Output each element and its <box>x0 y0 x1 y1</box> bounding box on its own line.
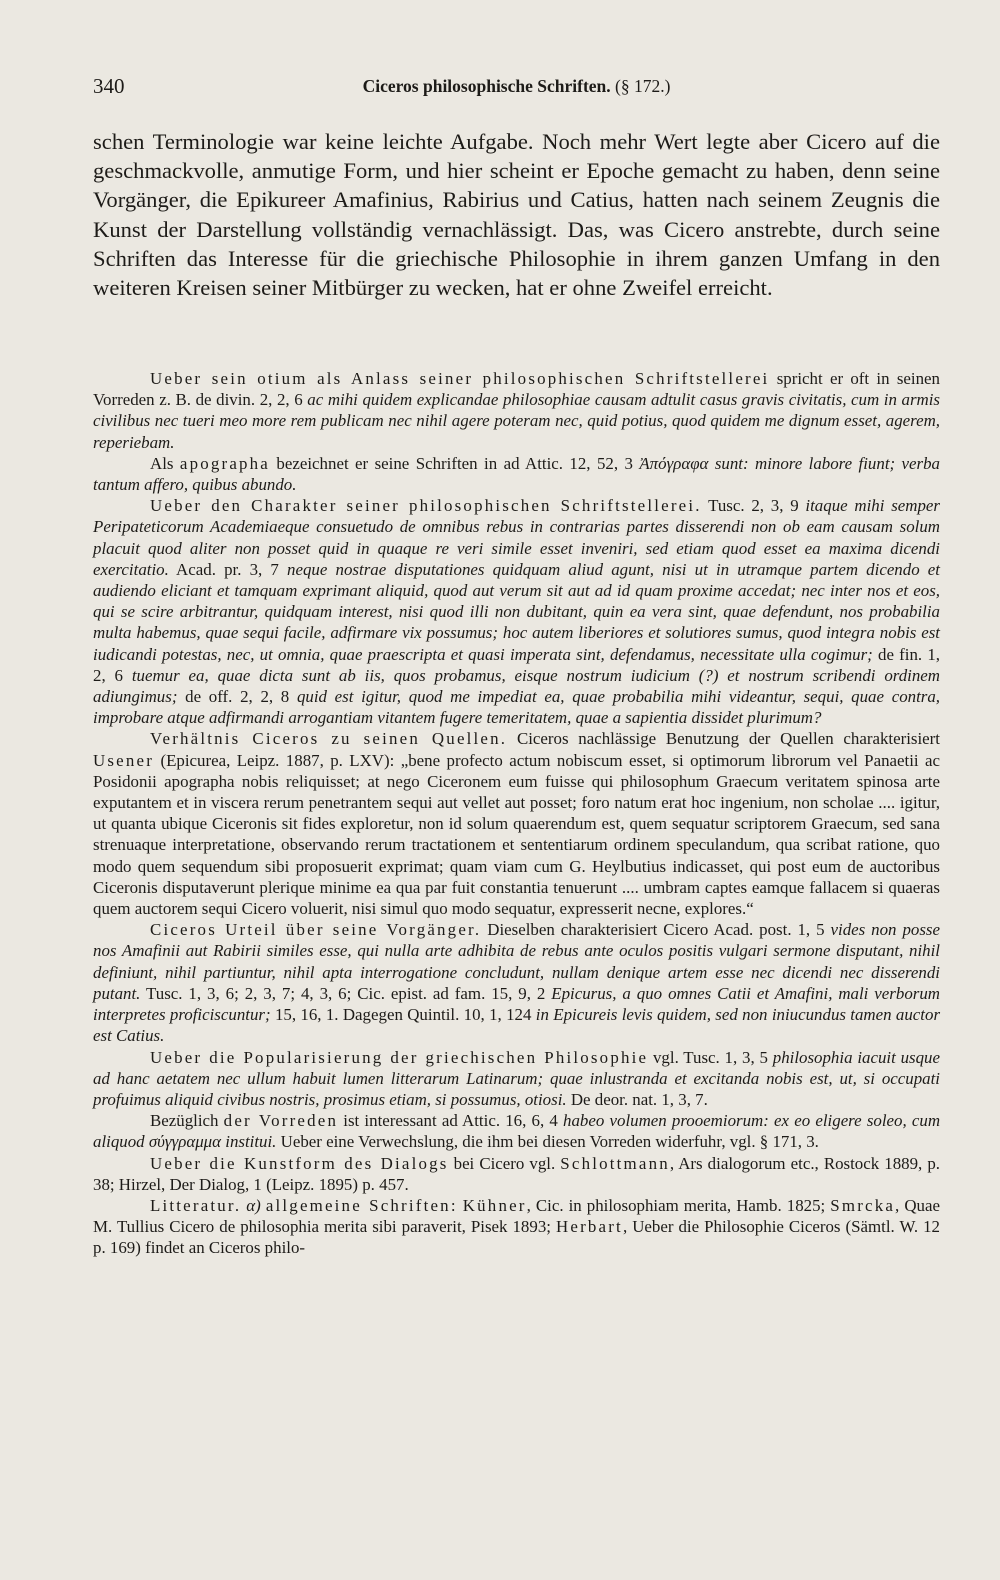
running-title <box>93 76 940 97</box>
note-text: , Cic. in philosophiam merita, Hamb. 1825; <box>526 1195 831 1215</box>
note-quellen <box>93 728 940 919</box>
page-header <box>93 74 940 104</box>
note-quote: Epicurus, a quo omnes Catii et Amafini, mali verborum interpretes proficiscuntur; <box>93 983 940 1025</box>
note-quote: quid est igitur, quod me impediat ea, quae probabilia mihi videantur, sequi, quae contra, improbare atque adfirmandi arrogantiam vitantem fugere temeritatem, quae a sapientia dissidet plurimum? <box>93 687 941 728</box>
note-text: vgl. Tusc. 1, 3, 5 <box>648 1047 773 1067</box>
note-kunstform <box>93 1153 940 1195</box>
note-text: , Ars dialogorum etc., Rostock 1889, p. 38; Hirzel, Der Dialog, 1 (Leipz. 1895) p. 457. <box>93 1153 941 1194</box>
author-name: Usener <box>93 750 155 770</box>
note-urteil <box>93 919 940 1046</box>
note-text: ist interessant ad Attic. 16, 6, 4 <box>338 1111 564 1131</box>
note-heading: Ciceros Urteil über seine Vorgänger. <box>150 920 482 940</box>
note-text: Als <box>150 453 180 473</box>
note-text: De deor. nat. 1, 3, 7. <box>566 1089 708 1109</box>
note-quote: neque nostrae disputationes quidquam aliud agunt, nisi ut in utramque partem dicendo et audiendo eliciant et tamquam exprimant aliquid, quod aut verum sit aut ad id quam proxime accedat; nec inter nos et eos, qui se scire arbitrantur, quidquam interest, nisi quod illi non dubitant, quin ea vera sint, quae defendunt, nos probabilia multa habemus, quae sequi facile, adfirmare vix possumus; hoc autem liberiores et solutiores sumus, quod integra nobis est iudicandi potestas, nec, ut omnia, quae praescripta et quasi imperata sint, defendamus, necessitate ulla cogimur; <box>93 559 941 664</box>
notes-block <box>93 368 940 1259</box>
note-charakter <box>93 495 940 728</box>
note-heading: Ueber sein otium als Anlass seiner philosophischen Schriftstellerei <box>150 369 770 388</box>
author-name: Smrcka <box>830 1195 896 1215</box>
note-text: bezeichnet er seine Schriften in ad Attic. 12, 52, 3 <box>270 453 640 473</box>
note-text: Acad. pr. 3, 7 <box>168 559 288 579</box>
author-name: Herbart <box>555 1217 623 1237</box>
note-text: Bezüglich <box>150 1111 224 1131</box>
note-litteratur <box>93 1195 940 1259</box>
note-text: bei Cicero vgl. <box>448 1153 561 1173</box>
note-text: Ciceros nachlässige Benutzung der Quellen charakterisiert <box>507 729 940 749</box>
note-quote: tuemur ea, quae dicta sunt ab iis, quos probamus, eisque nostrum iudicium (?) et nostrum scribendi ordinem adiungimus; <box>93 665 940 707</box>
note-apographa <box>93 453 940 495</box>
note-heading: Litteratur. <box>150 1195 242 1215</box>
note-text: Tusc. 1, 3, 6; 2, 3, 7; 4, 3, 6; Cic. epist. ad fam. 15, 9, 2 <box>140 983 552 1003</box>
note-quote: vides non posse nos Amafinii aut Rabirii similes esse, qui nulla arte adhibita de rebus ante oculos positis vulgari sermone disputant, nihil definiunt, nihil partiuntur, nihil apta interrogatione concludunt, nullam denique artem esse nec dicendi nec disserendi putant. <box>93 920 940 1003</box>
page-number: 340 <box>93 74 125 98</box>
sub-heading: allgemeine Schriften: <box>265 1195 458 1215</box>
note-quote: Ἀπόγραφα sunt: minore labore fiunt; verba tantum affero, quibus abundo. <box>93 453 941 495</box>
note-text: (Epicurea, Leipz. 1887, p. LXV): „bene profecto actum nobiscum esset, si optimorum librorum vel Panaetii ac Posidonii apographa nobis reliquisset; at nego Ciceronem eum fuisse qui philosophum Graecum veritatem spinosa arte exputantem et in viscera rerum penetrantem sequi aut vellet aut posset; foro natum erat hoc ingenium, non scholae .... igitur, ut quanta ubique Ciceronis sit fides exploretur, non id solum quaerendum est, quem sequatur scriptorem Graecum, sed sana strenuaque interpretatione, observando rerum tractationem et sententiarum ordinem speculandum, qua scribat ratione, quo modo quem sequendum sibi proposuerit exprimat; quam viam cum G. Heylbutius indicasset, qui post eum de auctoribus Ciceronis disputaverunt plerique minime ea qua par fuit constantia tenuerunt .... umbram captes eamque fallacem si quaeras quem auctorem sequi Cicero voluerit, nisi simul quo modo sequatur, expresserit necne, explores.“ <box>93 750 940 919</box>
running-title-text: Ciceros philosophische Schriften. <box>362 76 611 96</box>
list-marker: α) <box>246 1195 261 1215</box>
note-text: Ueber eine Verwechslung, die ihm bei diesen Vorreden widerfuhr, vgl. § 171, 3. <box>276 1132 819 1152</box>
author-name: Schlottmann <box>560 1153 670 1173</box>
note-heading: Ueber die Popularisierung der griechischen Philosophie <box>150 1047 649 1067</box>
note-text: de fin. 1, 2, 6 <box>93 644 940 685</box>
note-text: de off. 2, 2, 8 <box>177 687 297 707</box>
section-reference: (§ 172.) <box>615 76 671 96</box>
note-text: Dieselben charakterisiert Cicero Acad. post. 1, 5 <box>481 920 831 940</box>
note-quote: itaque mihi semper Peripateticorum Academiaeque consuetudo de omnibus rebus in contrarias partes disserendi non ob eam causam solum placuit quod aliter non posset quid in quaque re veri simile esset inveniri, sed etiam quod esset ea maxima dicendi exercitatio. <box>93 496 940 579</box>
note-popularisierung <box>93 1047 940 1111</box>
note-text: spricht er oft in seinen Vorreden z. B. de divin. 2, 2, 6 <box>93 369 940 410</box>
note-vorreden <box>93 1110 940 1152</box>
note-otium <box>93 368 940 453</box>
note-heading: Ueber die Kunstform des Dialogs <box>150 1153 449 1173</box>
note-text: Tusc. 2, 3, 9 <box>701 496 806 516</box>
note-heading: apographa <box>179 453 271 473</box>
note-text: , Quae M. Tullius Cicero de philosophia merita sibi paraverit, Pisek 1893; <box>93 1195 940 1237</box>
note-quote: ac mihi quidem explicandae philosophiae causam adtulit casus gravis civitatis, cum in armis civilibus nec tueri meo more rem publicam nec nihil agere poteram nec, quid potius, quod quidem me dignum esset, agerem, reperiebam. <box>93 390 940 452</box>
main-text: schen Terminologie war keine leichte Aufgabe. Noch mehr Wert legte aber Cicero auf die geschmackvolle, anmutige Form, und hier scheint er Epoche gemacht zu haben, denn seine Vorgänger, die Epikureer Amafinius, Rabirius und Catius, hatten nach seinem Zeugnis die Kunst der Darstellung vollständig vernachlässigt. Das, was Cicero anstrebte, durch seine Schriften das Interesse für die griechische Philosophie in ihrem ganzen Umfang in den weiteren Kreisen seiner Mitbürger zu wecken, hat er ohne Zweifel erreicht. <box>93 129 940 301</box>
note-quote: habeo volumen prooemiorum: ex eo eligere soleo, cum aliquod σύγγραμμα institui. <box>93 1111 941 1152</box>
note-heading: Verhältnis Ciceros zu seinen Quellen. <box>150 729 508 749</box>
note-heading: der Vorreden <box>223 1111 339 1131</box>
note-heading: Ueber den Charakter seiner philosophischen Schriftstellerei. <box>150 496 702 516</box>
author-name: Kühner <box>462 1195 527 1215</box>
note-text: 15, 16, 1. Dagegen Quintil. 10, 1, 124 <box>270 1005 536 1025</box>
note-text: , Ueber die Philosophie Ciceros (Sämtl. W. 12 p. 169) findet an Ciceros philo- <box>93 1217 940 1258</box>
note-quote: in Epicureis levis quidem, sed non iniucundus tamen auctor est Catius. <box>93 1005 941 1046</box>
note-quote: philosophia iacuit usque ad hanc aetatem nec ullum habuit lumen litterarum Latinarum; quae inlustranda et excitanda nobis est, ut, si occupati profuimus aliquid civibus nostris, prosimus etiam, si possumus, otiosi. <box>93 1047 940 1109</box>
